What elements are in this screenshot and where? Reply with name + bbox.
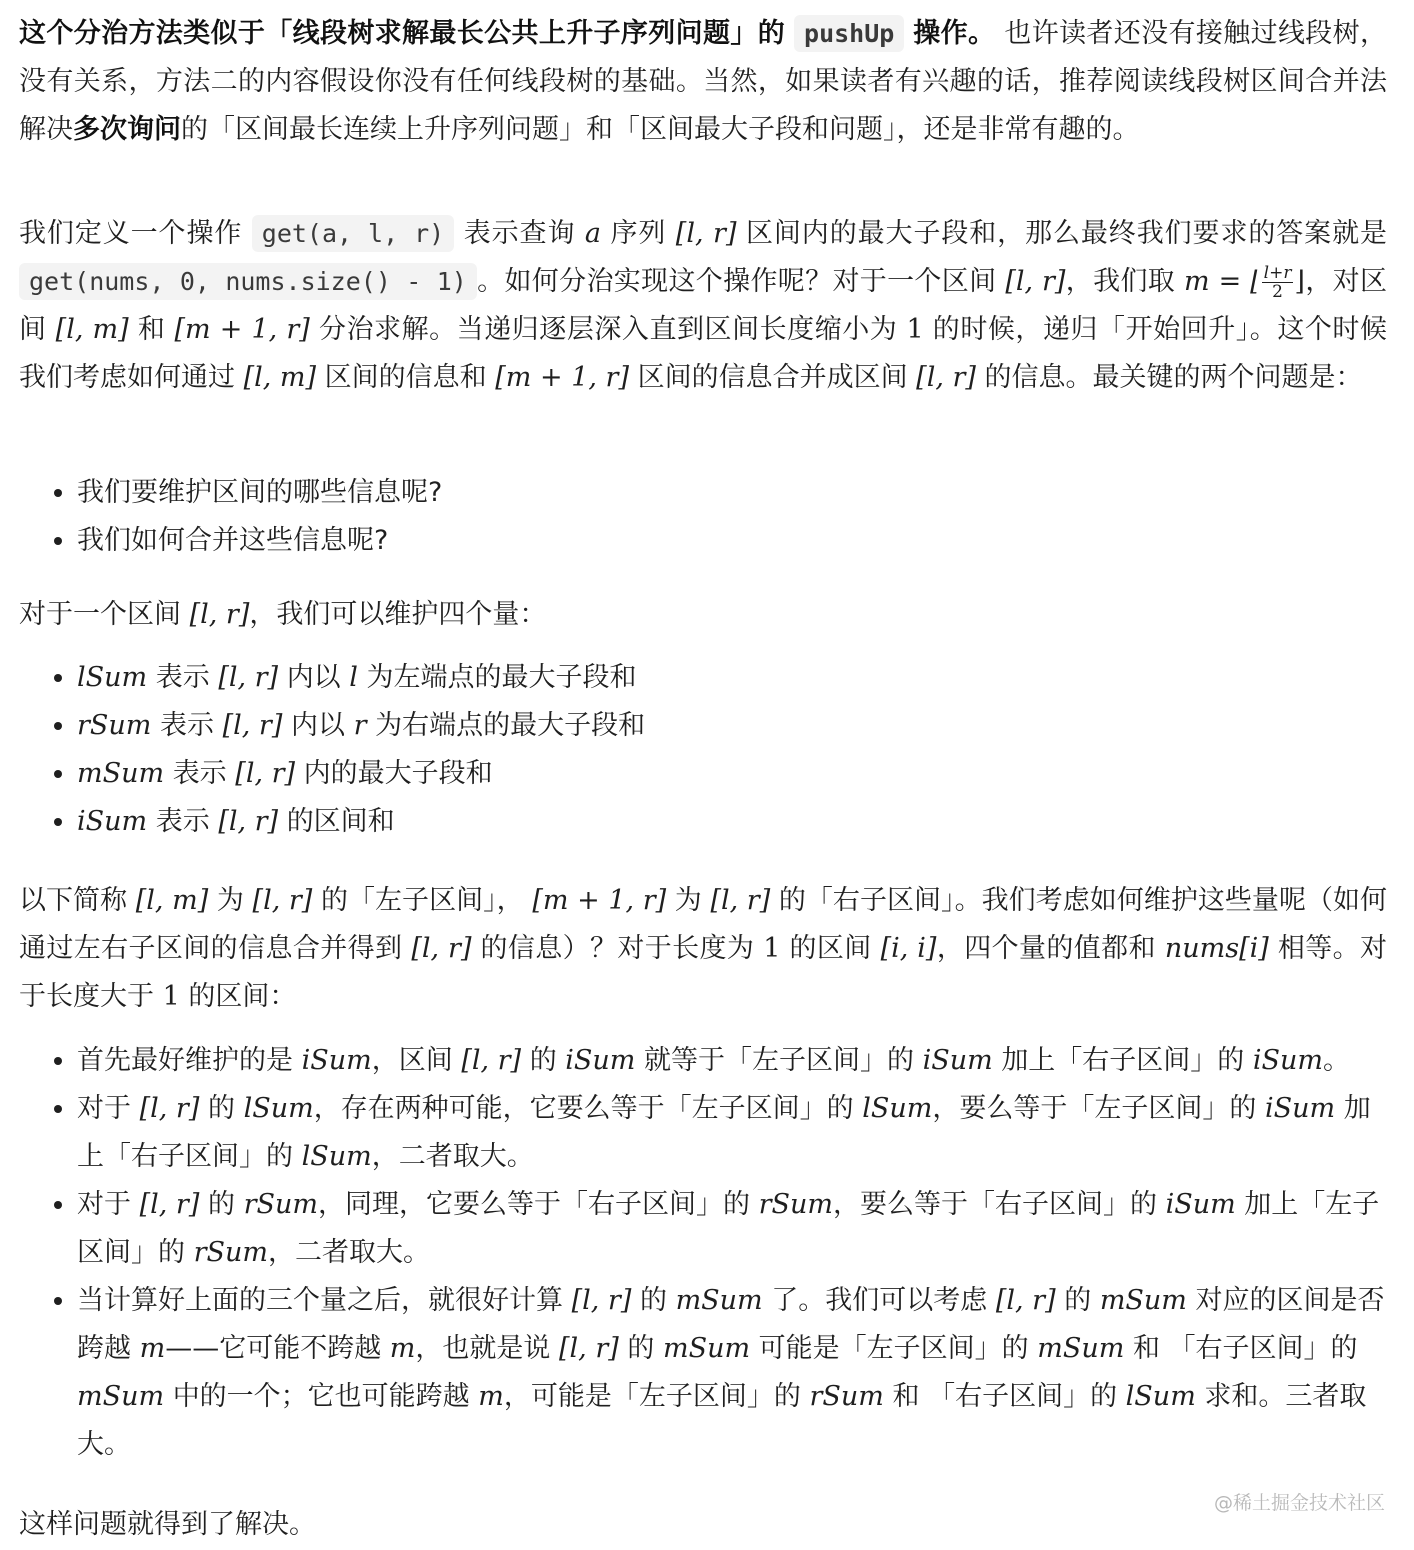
list-text: 表示 bbox=[155, 806, 210, 837]
list-text: 首先最好维护的是 bbox=[77, 1045, 293, 1076]
definition-text: 的信息。最关键的两个问题是： bbox=[984, 362, 1363, 393]
math-interval-lr: [l, r] bbox=[461, 1045, 522, 1076]
math-interval-lm: [l, m] bbox=[55, 314, 129, 345]
intro-bold-text: 这个分治方法类似于「线段树求解最长公共上升子序列问题」的 bbox=[19, 18, 786, 49]
math-interval-m1r: [m + 1, r] bbox=[495, 362, 629, 393]
paragraph-text: ，四个量的值都和 bbox=[936, 933, 1156, 964]
math-interval-lr: [l, r] bbox=[222, 710, 283, 741]
list-item bbox=[77, 1277, 1389, 1469]
math-one: 1 bbox=[763, 933, 781, 964]
math-interval-lr: [l, r] bbox=[252, 885, 313, 916]
math-interval-ii: [i, i] bbox=[880, 933, 937, 964]
list-text: ，二者取大。 bbox=[371, 1141, 534, 1172]
math-msum: mSum bbox=[675, 1285, 763, 1316]
math-m-equals: m = ⌊ bbox=[1184, 266, 1261, 297]
math-msum: mSum bbox=[1099, 1285, 1187, 1316]
math-interval-lm: [l, m] bbox=[135, 885, 209, 916]
list-text: ，也就是说 bbox=[415, 1333, 551, 1364]
math-lsum: lSum bbox=[77, 662, 148, 693]
list-text: 的 bbox=[207, 1189, 235, 1220]
list-text: 内的最大子段和 bbox=[303, 758, 493, 789]
paragraph-text: 以下简称 bbox=[19, 885, 128, 916]
list-text: 表示 bbox=[160, 710, 214, 741]
paragraph-text: ，我们可以维护四个量： bbox=[249, 599, 547, 630]
list-text: 为左端点的最大子段和 bbox=[366, 662, 637, 693]
math-isum: iSum bbox=[922, 1045, 993, 1076]
math-rsum: rSum bbox=[77, 710, 152, 741]
definition-text: 区间的信息合并成区间 bbox=[637, 362, 908, 393]
get-call-code: get(a, l, r) bbox=[252, 215, 454, 252]
math-one: 1 bbox=[906, 314, 924, 345]
math-msum: mSum bbox=[662, 1333, 751, 1364]
list-item bbox=[77, 798, 1389, 846]
list-text: 加上「右子区间」的 bbox=[1001, 1045, 1245, 1076]
math-msum: mSum bbox=[1037, 1333, 1125, 1364]
list-text: 和 「右子区间」的 bbox=[1132, 1333, 1358, 1364]
math-msum: mSum bbox=[77, 758, 165, 789]
multi-query-bold: 多次询问 bbox=[73, 114, 181, 145]
definition-text: ，我们取 bbox=[1065, 266, 1176, 297]
list-item bbox=[77, 702, 1389, 750]
list-text: 的 bbox=[627, 1333, 655, 1364]
list-text: ，同理，它要么等于「右子区间」的 bbox=[317, 1189, 750, 1220]
subinterval-paragraph bbox=[19, 877, 1387, 1021]
math-interval-lr: [l, r] bbox=[189, 599, 250, 630]
list-text: ，要么等于「右子区间」的 bbox=[832, 1189, 1157, 1220]
paragraph-text: 的「右子区间」。我们考虑如何维护这些量呢（如何通过左右子区间的信息合并得到 bbox=[19, 885, 1388, 964]
math-interval-lm: [l, m] bbox=[243, 362, 317, 393]
quantities-list bbox=[19, 654, 1389, 846]
pushup-code: pushUp bbox=[794, 15, 904, 52]
list-text: ，要么等于「左子区间」的 bbox=[932, 1093, 1257, 1124]
paragraph-text: 为 bbox=[674, 885, 702, 916]
list-text: 的 bbox=[207, 1093, 235, 1124]
definition-text: 序列 bbox=[610, 218, 667, 249]
paragraph-text: 的区间 bbox=[789, 933, 872, 964]
math-lsum: lSum bbox=[243, 1093, 314, 1124]
definition-text: 我们定义一个操作 bbox=[19, 218, 243, 249]
math-isum: iSum bbox=[1165, 1189, 1236, 1220]
math-r: r bbox=[353, 710, 367, 741]
paragraph-text: 对于一个区间 bbox=[19, 599, 181, 630]
list-item bbox=[77, 750, 1389, 798]
intro-text-end: 的「区间最长连续上升序列问题」和「区间最大子段和问题」，还是非常有趣的。 bbox=[181, 114, 1140, 145]
list-text: 对应的区间是否跨越 bbox=[77, 1285, 1385, 1364]
list-text: 对于 bbox=[77, 1189, 131, 1220]
definition-text: 分治求解。当递归逐层深入直到区间长度缩小为 bbox=[318, 314, 898, 345]
list-text: 可能是「左子区间」的 bbox=[758, 1333, 1029, 1364]
math-isum: iSum bbox=[77, 806, 148, 837]
list-item bbox=[77, 1181, 1389, 1277]
list-text: ——它可能不跨越 bbox=[165, 1333, 382, 1364]
list-item bbox=[77, 654, 1389, 702]
list-text: 当计算好上面的三个量之后，就很好计算 bbox=[77, 1285, 563, 1316]
math-rsum: rSum bbox=[243, 1189, 318, 1220]
math-interval-lr: [l, r] bbox=[1005, 266, 1066, 297]
math-interval-m1r: [m + 1, r] bbox=[174, 314, 310, 345]
fraction-denominator: 2 bbox=[1272, 282, 1283, 302]
fraction-numerator: l+r bbox=[1263, 263, 1292, 283]
list-text: ，可能是「左子区间」的 bbox=[503, 1381, 801, 1412]
list-item: • 我们要维护区间的哪些信息呢? bbox=[77, 469, 1389, 517]
list-text: 表示 bbox=[155, 662, 210, 693]
math-rsum: rSum bbox=[809, 1381, 884, 1412]
math-isum: iSum bbox=[565, 1045, 636, 1076]
list-text: 就等于「左子区间」的 bbox=[644, 1045, 914, 1076]
math-fraction bbox=[1262, 264, 1294, 301]
math-isum: iSum bbox=[301, 1045, 372, 1076]
math-interval-lr: [l, r] bbox=[675, 218, 737, 249]
list-text: 内以 bbox=[290, 710, 345, 741]
paragraph-text: 为 bbox=[216, 885, 244, 916]
math-lsum: lSum bbox=[1125, 1381, 1196, 1412]
list-text: 内以 bbox=[286, 662, 341, 693]
list-text: ，二者取大。 bbox=[268, 1237, 430, 1268]
math-floor-close: ⌋ bbox=[1294, 266, 1305, 297]
list-text: 对于 bbox=[77, 1093, 131, 1124]
math-interval-lr: [l, r] bbox=[218, 806, 279, 837]
math-m: m bbox=[139, 1333, 166, 1364]
paragraph-text: 的信息）？对于长度为 bbox=[480, 933, 755, 964]
list-text: 加上「右子区间」的 bbox=[77, 1093, 1371, 1172]
list-text: 。 bbox=[1323, 1045, 1351, 1076]
question-list bbox=[19, 469, 1389, 565]
list-text: 和 「右子区间」的 bbox=[892, 1381, 1118, 1412]
math-msum: mSum bbox=[77, 1381, 165, 1412]
math-interval-lr: [l, r] bbox=[411, 933, 472, 964]
math-one: 1 bbox=[162, 981, 180, 1012]
definition-text: ，对区间 bbox=[19, 266, 1387, 345]
math-interval-lr: [l, r] bbox=[139, 1189, 200, 1220]
list-text: ，区间 bbox=[371, 1045, 453, 1076]
math-interval-lr: [l, r] bbox=[559, 1333, 619, 1364]
math-nums-i: nums[i] bbox=[1164, 933, 1269, 964]
math-interval-lr: [l, r] bbox=[139, 1093, 200, 1124]
list-text: 了。我们可以考虑 bbox=[771, 1285, 988, 1316]
math-m: m bbox=[478, 1381, 504, 1412]
math-rsum: rSum bbox=[758, 1189, 833, 1220]
math-interval-m1r: [m + 1, r] bbox=[532, 885, 667, 916]
definition-text: 。如何分治实现这个操作呢？对于一个区间 bbox=[476, 266, 997, 297]
paragraph-text: 的区间： bbox=[188, 981, 297, 1012]
list-text: 的 bbox=[639, 1285, 667, 1316]
math-isum: iSum bbox=[1252, 1045, 1324, 1076]
definition-text: 区间的信息和 bbox=[324, 362, 487, 393]
list-text: ，存在两种可能，它要么等于「左子区间」的 bbox=[313, 1093, 854, 1124]
math-interval-lr: [l, r] bbox=[995, 1285, 1056, 1316]
get-nums-code: get(nums, 0, nums.size() - 1) bbox=[19, 263, 477, 300]
math-interval-lr: [l, r] bbox=[218, 662, 279, 693]
math-interval-lr: [l, r] bbox=[235, 758, 296, 789]
math-a: a bbox=[584, 218, 601, 249]
math-rsum: rSum bbox=[193, 1237, 268, 1268]
definition-text: 表示查询 bbox=[463, 218, 576, 249]
math-m: m bbox=[389, 1333, 416, 1364]
math-interval-lr: [l, r] bbox=[571, 1285, 632, 1316]
intro-paragraph bbox=[19, 10, 1387, 154]
list-text: 为右端点的最大子段和 bbox=[375, 710, 646, 741]
definition-text: 区间内的最大子段和，那么最终我们要求的答案就是 bbox=[745, 218, 1387, 249]
list-text: 中的一个；它也可能跨越 bbox=[172, 1381, 470, 1412]
definition-text: 和 bbox=[137, 314, 166, 345]
math-l: l bbox=[349, 662, 358, 693]
list-text: 的 bbox=[529, 1045, 557, 1076]
paragraph-text: 相等。对于长度大于 bbox=[19, 933, 1387, 1012]
operation-bold-text: 操作。 bbox=[913, 18, 996, 49]
math-lsum: lSum bbox=[862, 1093, 933, 1124]
list-text: 的区间和 bbox=[286, 806, 395, 837]
list-text: 加上「左子区间」的 bbox=[77, 1189, 1380, 1268]
list-item bbox=[77, 1085, 1389, 1181]
four-quantities-intro bbox=[19, 591, 1387, 639]
list-text: 的 bbox=[1064, 1285, 1092, 1316]
list-item bbox=[77, 1037, 1389, 1085]
math-interval-lr: [l, r] bbox=[710, 885, 771, 916]
intro-text: 也许读者还没有接触过线段树，没有关系，方法二的内容假设你没有任何线段树的基础。当然，如果读者有兴趣的话，推荐阅读线段树区间合并法解决 bbox=[19, 18, 1388, 145]
math-isum: iSum bbox=[1265, 1093, 1336, 1124]
definition-paragraph bbox=[19, 210, 1387, 402]
watermark: @稀土掘金技术社区 bbox=[1214, 1492, 1386, 1514]
conclusion-text: 这样问题就得到了解决。 bbox=[19, 1509, 316, 1540]
paragraph-text: 的「左子区间」， bbox=[320, 885, 524, 916]
list-text: 表示 bbox=[172, 758, 227, 789]
math-interval-lr: [l, r] bbox=[916, 362, 976, 393]
math-lsum: lSum bbox=[301, 1141, 372, 1172]
list-item: • 我们如何合并这些信息呢? bbox=[77, 517, 1389, 565]
list-text: 求和。三者取大。 bbox=[77, 1381, 1367, 1460]
merge-rules-list bbox=[19, 1037, 1389, 1469]
definition-text: 的时候，递归「开始回升」。这个时候我们考虑如何通过 bbox=[19, 314, 1387, 393]
